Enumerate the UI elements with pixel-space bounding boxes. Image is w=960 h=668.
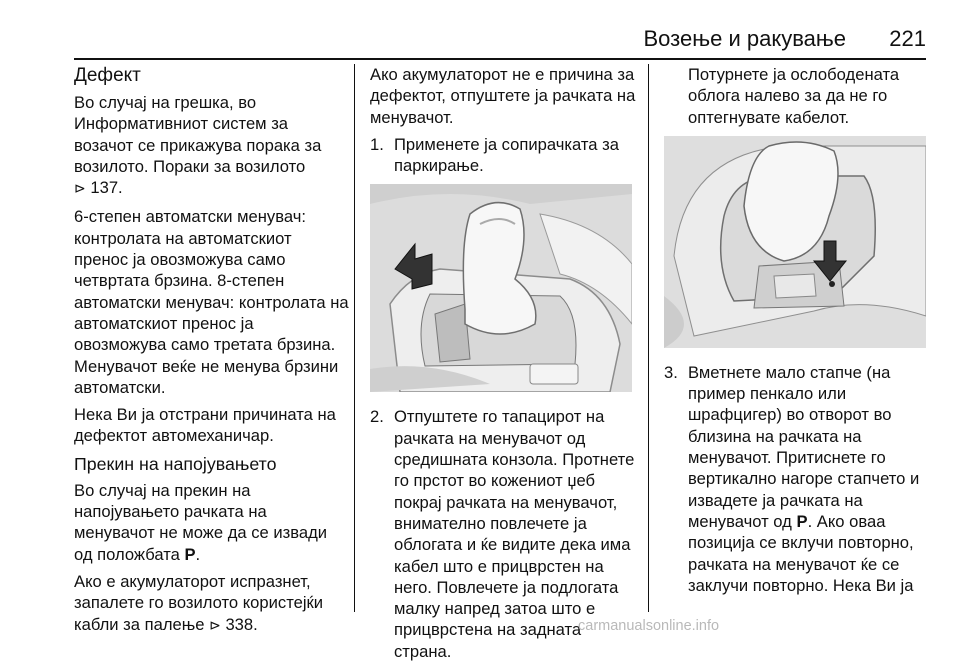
page-reference-link[interactable]: 137. <box>90 178 123 198</box>
paragraph-mechanic: Нека Ви ја отстрани причината на дефектот автомеханичар. <box>74 405 336 446</box>
column-divider <box>354 64 355 612</box>
figure-release-slot <box>664 136 926 348</box>
page-number: 221 <box>889 26 926 51</box>
subheading-power-failure: Прекин на напојувањето <box>74 453 277 474</box>
step-1: 1. Применете ја сопирачката за паркирање. <box>370 134 619 176</box>
figure-gear-lever-lift <box>370 184 632 392</box>
column-right <box>664 64 926 602</box>
paragraph-transmission: 6-степен автоматски менувач: контролата на автоматскиот пренос ја овозможува само четвртата брзина. 8-степен автоматски менувач: контролата на автоматскиот пренос ја овозможува само третата брзина. Менувачот веќе не менува брзини автоматски. <box>74 207 349 397</box>
watermark-text: carmanualsonline.info <box>578 618 720 634</box>
header-rule <box>74 58 926 60</box>
section-heading-defect: Дефект <box>74 65 141 86</box>
paragraph-push-trim: Потурнете ја ослободената облога налево за да не го оптегнувате кабелот. <box>688 65 900 127</box>
page-reference-icon: ⊳ <box>209 617 221 634</box>
page-reference-icon: ⊳ <box>74 181 86 198</box>
paragraph-battery: Ако е акумулаторот испразнет, запалете го возилото користејќи кабли за палење ⊳ 338. <box>74 571 324 634</box>
step-3: 3. Вметнете мало стапче (на пример пенкало или шрафцигер) во отворот во близина на рачката на менувачот. Притиснете го вертикално нагоре стапчето и извадете ја рачката на менувачот од P. Ако оваа позиција се вклучи повторно, рачката на менувачот ќе се заклучи повторно. Нека Ви ја <box>664 362 920 595</box>
gear-position-p: P <box>796 511 808 531</box>
chapter-title: Возење и ракување <box>643 26 846 51</box>
paragraph-release-lever: Ако акумулаторот не е причина за дефектот, отпуштете ја рачката на менувачот. <box>370 65 636 127</box>
paragraph-error-message: Во случај на грешка, во Информативниот систем за возачот се прикажува порака за возилото. Пораки за возилото ⊳ 137. <box>74 93 322 198</box>
page-reference-link[interactable]: 338. <box>225 614 258 634</box>
column-left <box>74 64 350 643</box>
step-2: 2. Отпуштете го тапацирот на рачката на менувачот од средишната конзола. Протнете го прстот во кожениот џеб покрај рачката на менувачот, внимателно повлечете ја облогата и ќе видите дека има кабел што е прицврстен на него. Повлечете ја подлогата малку напред затоа што е прицврстена на задната страна. <box>370 407 635 661</box>
gear-position-p: P <box>184 544 196 564</box>
page-header <box>74 26 926 56</box>
paragraph-power-failure: Во случај на прекин на напојувањето рачката на менувачот не може да се извади од положбата P. <box>74 480 328 564</box>
column-divider <box>648 64 649 612</box>
column-middle <box>370 64 638 668</box>
